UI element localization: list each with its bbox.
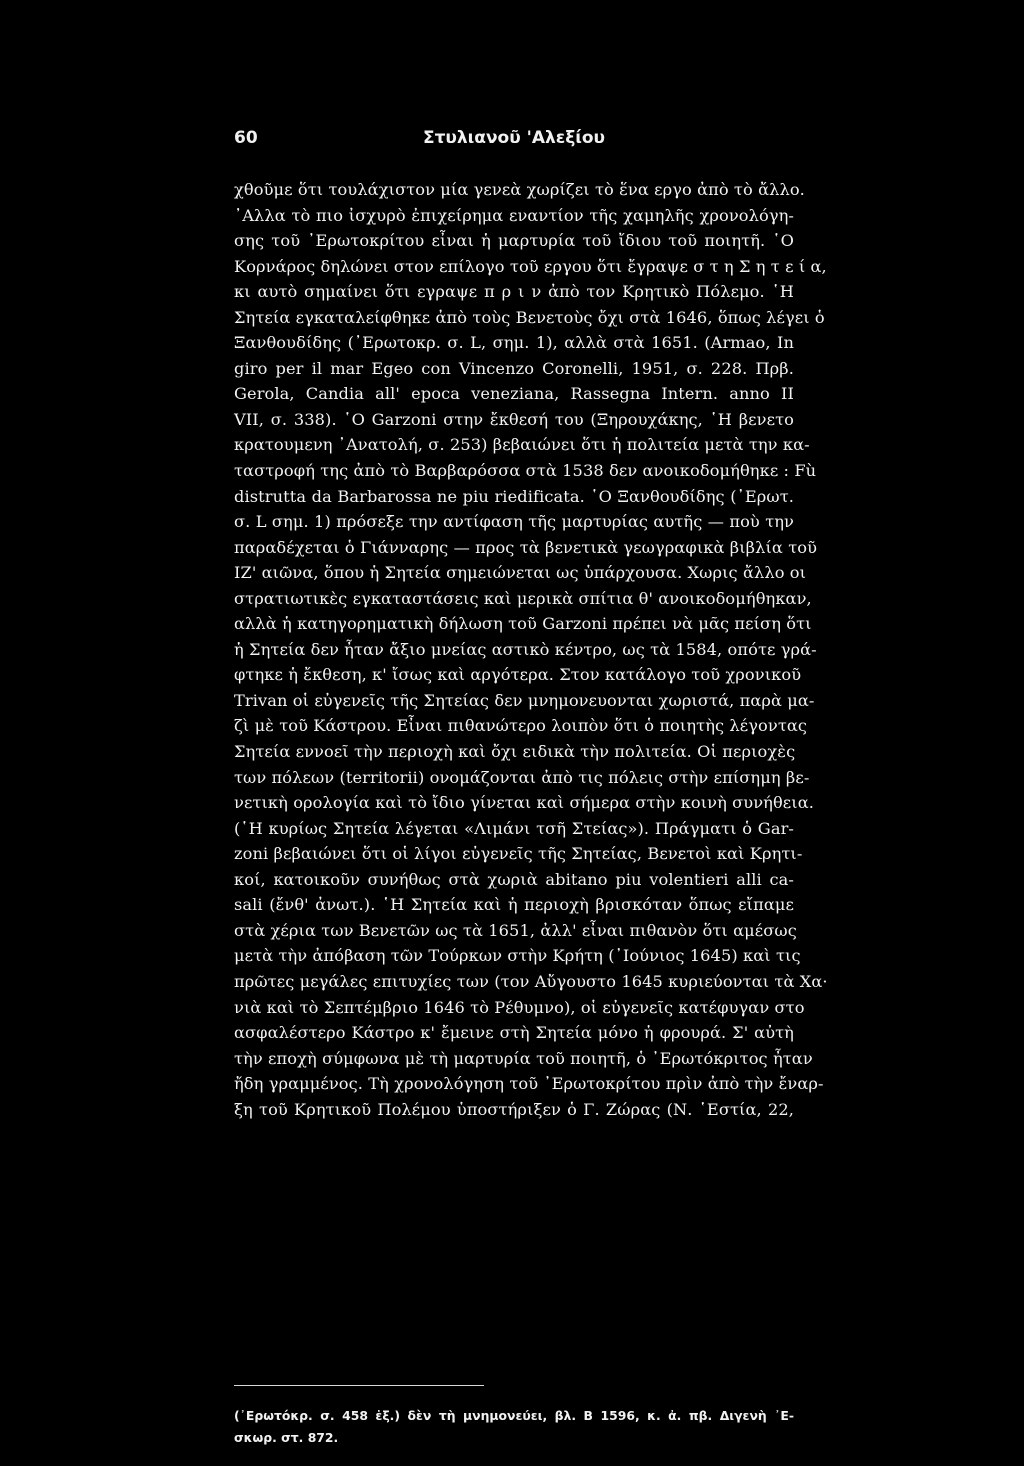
footnote-line: (᾿Ερωτόκρ. σ. 458 ἑξ.) δὲν τὴ μνημονεύει, βλ. Β 1596, κ. ἀ. πβ. Διγενὴ ᾿Ε- bbox=[234, 1408, 794, 1423]
footnote-separator-rule bbox=[234, 1385, 484, 1386]
text-line: Ξανθουδίδης (᾿Ερωτοκρ. σ. L, σημ. 1), αλλὰ στὰ 1651. (Armao, In bbox=[234, 333, 794, 353]
text-line: των πόλεων (territorii) ονομάζονται ἀπὸ τις πόλεις στὴν επίσημη βε- bbox=[234, 767, 810, 787]
text-line: Σητεία εννοεῖ τὴν περιοχὴ καὶ ὄχι ειδικὰ τὴν πολιτεία. Οἱ περιοχὲς bbox=[234, 742, 796, 762]
text-line: zoni βεβαιώνει ὅτι οἱ λίγοι εὐγενεῖς τῆς Σητείας, Βενετοὶ καὶ Κρητι- bbox=[234, 844, 803, 864]
text-line: ξη τοῦ Κρητικοῦ Πολέμου ὑποστήριξεν ὁ Γ. Ζώρας (Ν. ῾Εστία, 22, bbox=[234, 1099, 794, 1119]
text-line: Gerola, Candia all' epoca veneziana, Rassegna Intern. anno II bbox=[234, 384, 794, 404]
text-line: στρατιωτικὲς εγκαταστάσεις καὶ μερικὰ σπίτια θ' ανοικοδομήθηκαν, bbox=[234, 588, 812, 608]
text-line: νετικὴ ορολογία καὶ τὸ ἴδιο γίνεται καὶ σήμερα στὴν κοινὴ συνήθεια. bbox=[234, 793, 815, 813]
footnote-block bbox=[234, 1405, 794, 1449]
text-line: ἤδη γραμμένος. Τὴ χρονολόγηση τοῦ ᾿Ερωτοκρίτου πρὶν ἀπὸ τὴν ἔναρ- bbox=[234, 1074, 824, 1094]
text-line: ασφαλέστερο Κάστρο κ' ἔμεινε στὴ Σητεία μόνο ἡ φρουρά. Σ' αὐτὴ bbox=[234, 1023, 794, 1043]
text-line: ταστροφή της ἀπὸ τὸ Βαρβαρόσσα στὰ 1538 δεν ανοικοδομήθηκε : Fù bbox=[234, 461, 817, 481]
text-line: πρῶτες μεγάλες επιτυχίες των (τον Αὔγουστο 1645 κυριεύονται τὰ Χα· bbox=[234, 971, 828, 991]
text-line: sali (ἔνθ' ἀνωτ.). ῾Η Σητεία καὶ ἡ περιοχὴ βρισκόταν ὅπως εἴπαμε bbox=[234, 895, 794, 915]
text-line: νιὰ καὶ τὸ Σεπτέμβριο 1646 τὸ Ρέθυμνο), οἱ εὐγενεῖς κατέφυγαν στο bbox=[234, 997, 805, 1017]
text-line: αλλὰ ἡ κατηγορηματικὴ δήλωση τοῦ Garzoni πρέπει νὰ μᾶς πείση ὅτι bbox=[234, 614, 812, 634]
text-line: ἡ Σητεία δεν ἦταν ἄξιο μνείας αστικὸ κέντρο, ως τὰ 1584, οπότε γρά- bbox=[234, 639, 817, 659]
text-line: κι αυτὸ σημαίνει ὅτι εγραψε π ρ ι ν ἀπὸ τον Κρητικὸ Πόλεμο. ῾Η bbox=[234, 282, 794, 302]
page-number: 60 bbox=[234, 128, 258, 148]
text-line: φτηκε ἡ ἔκθεση, κ' ἴσως καὶ αργότερα. Στον κατάλογο τοῦ χρονικοῦ bbox=[234, 665, 802, 685]
text-line: στὰ χέρια των Βενετῶν ως τὰ 1651, ἀλλ' εἶναι πιθανὸν ὅτι αμέσως bbox=[234, 920, 797, 940]
text-line: (῾Η κυρίως Σητεία λέγεται «Λιμάνι τσῆ Στείας»). Πράγματι ὁ Gar- bbox=[234, 818, 794, 838]
text-line: ζὶ μὲ τοῦ Κάστρου. Εἶναι πιθανώτερο λοιπὸν ὅτι ὁ ποιητὴς λέγοντας bbox=[234, 716, 808, 736]
text-line: κρατουμενη ᾿Ανατολή, σ. 253) βεβαιώνει ὅτι ἡ πολιτεία μετὰ την κα- bbox=[234, 435, 810, 455]
text-line: χθοῦμε ὅτι τουλάχιστον μία γενεὰ χωρίζει τὸ ἕνα εργο ἀπὸ τὸ ἄλλο. bbox=[234, 180, 805, 199]
page-header bbox=[234, 128, 794, 152]
text-line: distrutta da Barbarossa ne piu riedificata. ῾Ο Ξανθουδίδης (᾿Ερωτ. bbox=[234, 486, 794, 506]
text-line: Κορνάρος δηλώνει στον επίλογο τοῦ εργου ὅτι ἔγραψε σ τ η Σ η τ ε ί α, bbox=[234, 256, 827, 276]
text-line: τὴν εποχὴ σύμφωνα μὲ τὴ μαρτυρία τοῦ ποιητῆ, ὁ ᾿Ερωτόκριτος ἦταν bbox=[234, 1048, 813, 1068]
text-line: ᾿Αλλα τὸ πιο ἰσχυρὸ ἐπιχείρημα εναντίον τῆς χαμηλῆς χρονολόγη- bbox=[234, 205, 794, 225]
text-line: giro per il mar Egeo con Vincenzo Coronelli, 1951, σ. 228. Πρβ. bbox=[234, 358, 794, 378]
text-line: VII, σ. 338). ῾Ο Garzoni στην ἔκθεσή του (Ξηρουχάκης, ῾Η βενετο bbox=[234, 409, 794, 429]
text-line: Trivan οἱ εὐγενεῖς τῆς Σητείας δεν μνημονευονται χωριστά, παρὰ μα- bbox=[234, 690, 815, 710]
text-line: σης τοῦ ᾿Ερωτοκρίτου εἶναι ἡ μαρτυρία τοῦ ἴδιου τοῦ ποιητῆ. ῾Ο bbox=[234, 231, 794, 251]
text-line: κοί, κατοικοῦν συνήθως στὰ χωριὰ abitano piu volentieri alli ca- bbox=[234, 869, 794, 889]
footnote-line: σκωρ. στ. 872. bbox=[234, 1430, 339, 1445]
text-line: Σητεία εγκαταλείφθηκε ἀπὸ τοὺς Βενετοὺς ὄχι στὰ 1646, ὅπως λέγει ὁ bbox=[234, 307, 825, 327]
main-text-block bbox=[234, 177, 828, 1122]
text-line: σ. L σημ. 1) πρόσεξε την αντίφαση τῆς μαρτυρίας αυτῆς — ποὺ την bbox=[234, 512, 794, 532]
text-line: ΙΖ' αιῶνα, ὅπου ἡ Σητεία σημειώνεται ως ὑπάρχουσα. Χωρις ἄλλο οι bbox=[234, 563, 807, 583]
text-line: παραδέχεται ὁ Γιάνναρης — προς τὰ βενετικὰ γεωγραφικὰ βιβλία τοῦ bbox=[234, 537, 818, 557]
text-line: μετὰ τὴν ἀπόβαση τῶν Τούρκων στὴν Κρήτη (᾿Ιούνιος 1645) καὶ τις bbox=[234, 946, 801, 966]
running-title: Στυλιανοῦ 'Αλεξίου bbox=[422, 128, 606, 148]
